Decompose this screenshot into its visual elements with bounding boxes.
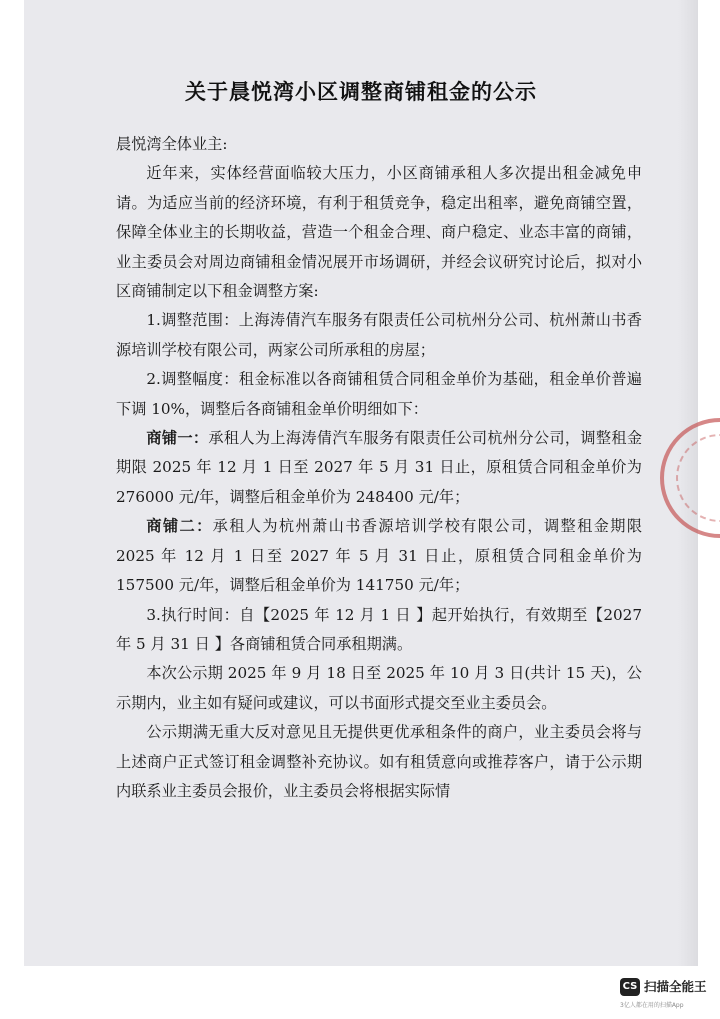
- seal-inner-ring: [676, 434, 720, 522]
- shop-2-text: 承租人为杭州萧山书香源培训学校有限公司，调整租金期限 2025 年 12 月 1 日至 2027 年 5 月 31 日止，原租赁合同租金单价为 157500 元/年，调整后租金单价为 141750 元/年；: [116, 517, 643, 595]
- item-2-range: 2.调整幅度：租金标准以各商铺租赁合同租金单价为基础，租金单价普遍下调 10%，调整后各商铺租金单价明细如下：: [116, 370, 642, 418]
- shop-2-paragraph: [116, 512, 642, 600]
- item-3-schedule: 3.执行时间：自【2025 年 12 月 1 日 】起开始执行，有效期至【2027 年 5 月 31 日 】各商铺租赁合同承租期满。: [116, 605, 642, 653]
- shop-2-label: 商铺二：: [146, 517, 213, 536]
- shop-1-text: 承租人为上海涛倩汽车服务有限责任公司杭州分公司，调整租金期限 2025 年 12 月 1 日至 2027 年 5 月 31 日止，原租赁合同租金单价为 276000 元/年，调整后租金单价为 248400 元/年；: [116, 429, 643, 506]
- document-body: [116, 130, 642, 806]
- scanner-watermark: [620, 976, 720, 1016]
- shop-1-paragraph: [116, 424, 642, 512]
- item-1-scope: 1.调整范围：上海涛倩汽车服务有限责任公司杭州分公司、杭州萧山书香源培训学校有限公司，两家公司所承租的房屋；: [116, 311, 642, 359]
- shop-1-label: 商铺一：: [146, 429, 209, 448]
- notice-period-paragraph: 本次公示期 2025 年 9 月 18 日至 2025 年 10 月 3 日(共计 15 天)，公示期内，业主如有疑问或建议，可以书面形式提交至业主委员会。: [116, 664, 642, 712]
- intro-paragraph: 近年来，实体经营面临较大压力，小区商铺承租人多次提出租金减免申请。为适应当前的经济环境，有利于租赁竞争，稳定出租率，避免商铺空置，保障全体业主的长期收益，营造一个租金合理、商户稳定、业态丰富的商铺，业主委员会对周边商铺租金情况展开市场调研，并经会议研究讨论后，拟对小区商铺制定以下租金调整方案:: [116, 164, 642, 301]
- closing-paragraph: 公示期满无重大反对意见且无提供更优承租条件的商户，业主委员会将与上述商户正式签订租金调整补充协议。如有租赁意向或推荐客户，请于公示期内联系业主委员会报价，业主委员会将根据实际情: [116, 723, 642, 800]
- salutation: 晨悦湾全体业主:: [116, 135, 228, 153]
- scanner-tagline: 3亿人都在用的扫描App: [620, 1002, 684, 1009]
- scanner-app-name: 扫描全能王: [644, 979, 707, 994]
- camscanner-logo-icon: CS: [620, 978, 640, 996]
- document-page: [24, 0, 698, 966]
- document-title: 关于晨悦湾小区调整商铺租金的公示: [185, 80, 537, 104]
